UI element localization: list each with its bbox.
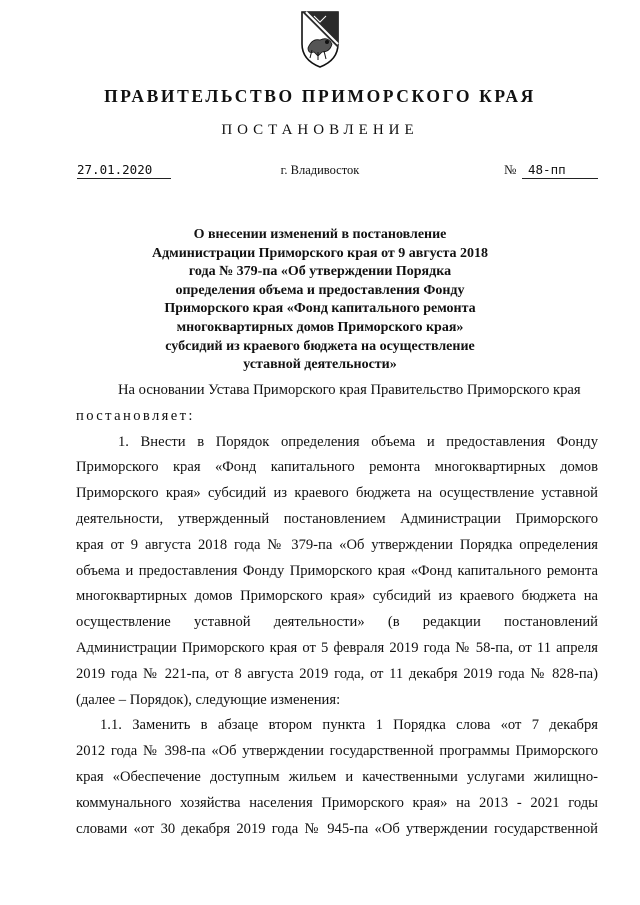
body-line: Приморского края «Фонд капитального ремонта многоквартирных домов (76, 459, 598, 476)
document-body (76, 378, 598, 842)
body-line: многоквартирных домов Приморского края» субсидий из краевого бюджета на (76, 588, 598, 605)
body-line: края от 9 августа 2018 года № 379-па «Об утверждении Порядка определения (76, 536, 598, 553)
body-line: постановляет: (76, 407, 195, 424)
body-line: осуществление уставной деятельности» (в редакции постановлений (76, 614, 598, 631)
body-line: деятельности, утвержденный постановлением Администрации Приморского (76, 510, 598, 527)
body-line: 1.1. Заменить в абзаце втором пункта 1 Порядка слова «от 7 декабря (100, 717, 598, 734)
document-city: г. Владивосток (280, 163, 360, 177)
body-line: коммунального хозяйства населения Приморского края» на 2013 - 2021 годы (76, 794, 598, 811)
body-line: словами «от 30 декабря 2019 года № 945-па «Об утверждении государственной (76, 820, 598, 837)
document-type: ПОСТАНОВЛЕНИЕ (221, 122, 419, 138)
body-line: края «Обеспечение доступным жильем и качественными услугами жилищно- (76, 768, 598, 785)
body-line: 2012 года № 398-па «Об утверждении государственной программы Приморского (76, 743, 598, 760)
document-date: 27.01.2020 (77, 162, 171, 179)
body-line: Администрации Приморского края от 5 февраля 2019 года № 58-па, от 11 апреля (76, 639, 598, 656)
body-line: 2019 года № 221-па, от 8 августа 2019 года, от 11 декабря 2019 года № 828-па) (76, 665, 598, 682)
body-line: 1. Внести в Порядок определения объема и предоставления Фонду (118, 433, 598, 450)
number-sign: № (504, 162, 517, 177)
body-line: объема и предоставления Фонду Приморского края «Фонд капитального ремонта (76, 562, 598, 579)
body-line: Приморского края» субсидий из краевого бюджета на осуществление уставной (76, 485, 598, 502)
document-meta (0, 162, 640, 184)
body-line: На основании Устава Приморского края Правительство Приморского края (118, 382, 581, 398)
document-subject: О внесении изменений в постановление Администрации Приморского края от 9 августа 2018 года № 379-па «Об утверждении Порядка определения объема и предоставления Фонду Приморского края «Фонд капитального ремонта многоквартирных домов Приморского края» субсидий из краевого бюджета на осуществление уставной деятельности» (151, 227, 489, 373)
document-number: 48-пп (522, 162, 598, 179)
body-line: (далее – Порядок), следующие изменения: (76, 691, 341, 708)
coat-of-arms-icon (298, 8, 342, 70)
government-title: ПРАВИТЕЛЬСТВО ПРИМОРСКОГО КРАЯ (104, 86, 536, 106)
